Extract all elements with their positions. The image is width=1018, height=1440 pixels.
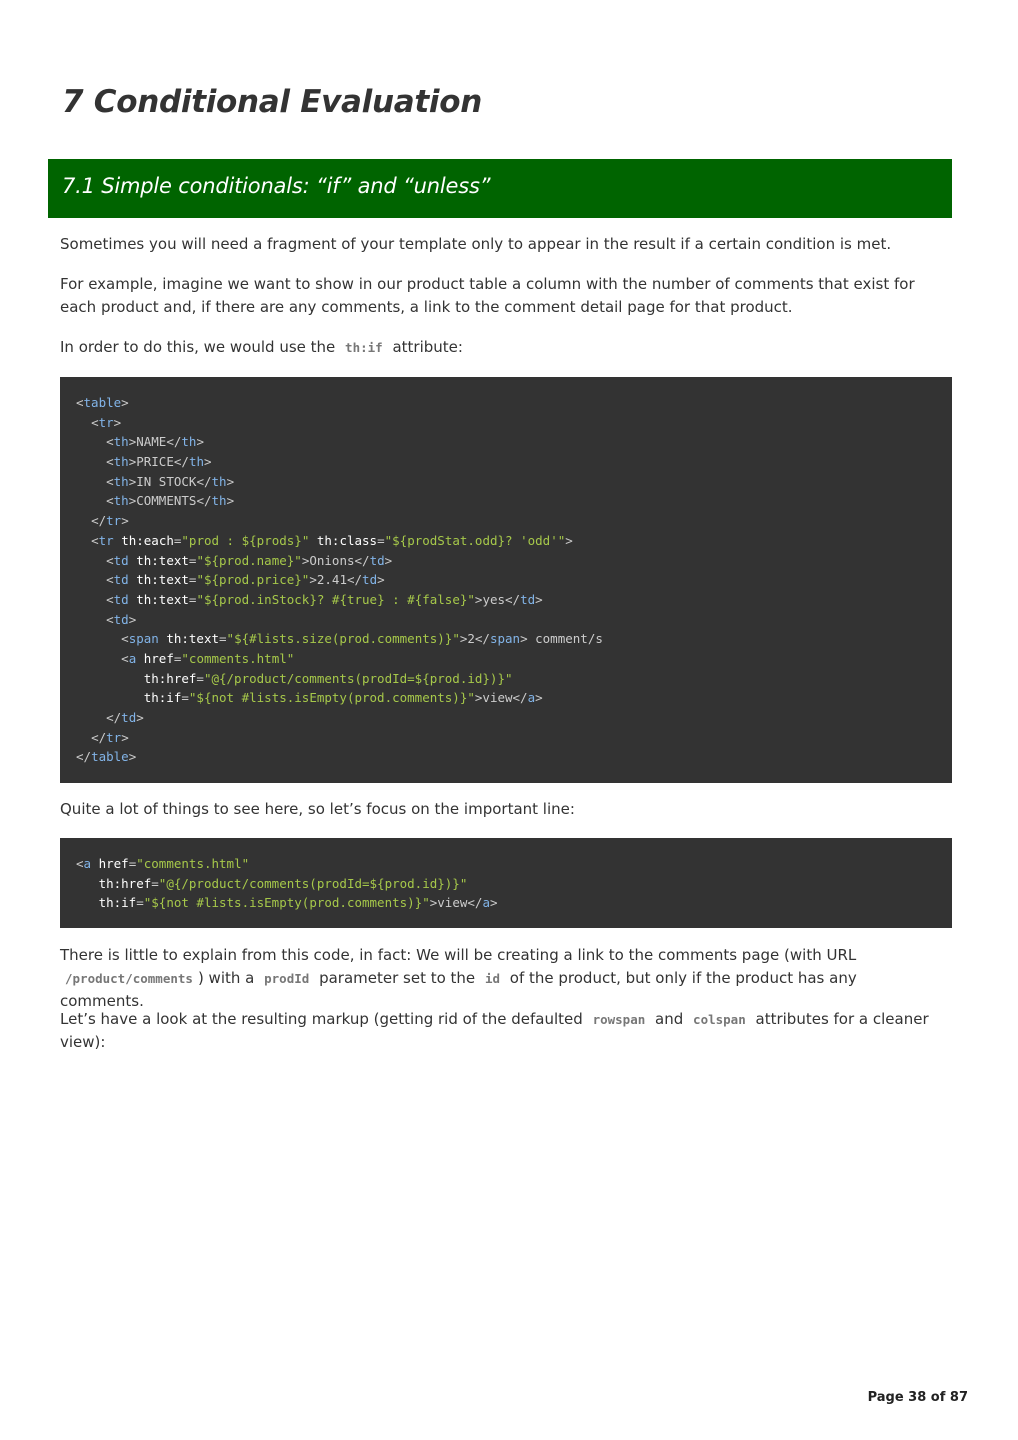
code-line (76, 610, 936, 630)
code-token (76, 895, 99, 910)
code-token: > (384, 552, 393, 568)
code-token: th (113, 493, 129, 509)
code-line (76, 649, 936, 669)
code-token: > (128, 611, 137, 627)
code-token: = (136, 895, 144, 911)
code-token: < (76, 856, 84, 871)
code-token: = (128, 856, 137, 871)
code-token: table (91, 749, 129, 765)
code-token: > (535, 690, 543, 706)
inline-code: prodId (264, 971, 310, 986)
code-line (76, 747, 936, 767)
code-token (76, 592, 106, 607)
paragraph-th-if (60, 336, 940, 359)
code-token: 2 (467, 631, 475, 647)
paragraph-text: Let’s have a look at the resulting markup (getting rid of the defaulted (60, 1010, 583, 1028)
code-token (76, 730, 91, 745)
code-token: a (482, 895, 490, 911)
code-token: = (173, 650, 182, 666)
code-token: th:href (98, 875, 152, 891)
code-token: = (173, 532, 182, 548)
code-token (76, 612, 106, 627)
code-line (76, 629, 936, 649)
code-token: > (128, 434, 137, 450)
code-token: > (204, 454, 212, 470)
code-token: "@{/product/comments(prodId=${prod.id})}" (158, 875, 468, 891)
paragraph-intro: Sometimes you will need a fragment of your template only to appear in the result if a certain condition is met. (60, 235, 892, 253)
code-line (76, 413, 936, 433)
code-token: NAME (136, 434, 167, 450)
paragraph-text: and (655, 1010, 684, 1028)
code-token: </ (474, 631, 490, 647)
code-line (76, 551, 936, 571)
code-token: tr (106, 513, 122, 529)
paragraph-text: attributes for a cleaner view): (60, 1010, 929, 1051)
code-token: > (121, 729, 129, 745)
code-line (76, 432, 936, 452)
code-token: td (113, 611, 129, 627)
code-token: < (106, 454, 114, 470)
code-token: th:if (143, 690, 182, 706)
code-line (76, 511, 936, 531)
code-token: > (459, 631, 468, 647)
code-line (76, 688, 936, 708)
code-token: th (113, 473, 129, 489)
code-token: </ (354, 552, 370, 568)
code-token (76, 454, 106, 469)
code-token: th:if (98, 895, 137, 911)
code-token: th (113, 454, 129, 470)
paragraph-text: There is little to explain from this code, in fact: We will be creating a link to the comments page (with URL (60, 946, 857, 964)
code-token: table (83, 395, 122, 410)
code-token: Onions (309, 552, 355, 568)
code-token (76, 651, 121, 666)
code-token: th:text (136, 591, 189, 607)
code-token (76, 710, 106, 725)
code-token: > (113, 414, 122, 430)
code-token: </ (467, 895, 483, 911)
code-token: td (369, 552, 385, 568)
code-token: COMMENTS (136, 493, 197, 509)
code-token: </ (76, 749, 92, 765)
code-token (91, 856, 99, 871)
code-token: < (76, 395, 84, 410)
code-token: "comments.html" (136, 856, 250, 871)
code-token: </ (346, 572, 363, 588)
code-token (76, 415, 91, 430)
paragraph-explanation (60, 944, 940, 1013)
code-token: th (211, 493, 227, 509)
code-token: > (565, 532, 573, 548)
code-token: = (181, 690, 189, 706)
code-token: > (128, 749, 137, 765)
inline-code: th:if (345, 340, 383, 355)
code-token: th (188, 454, 204, 470)
code-token (76, 553, 106, 568)
code-token: th (113, 434, 129, 450)
code-token: = (219, 631, 227, 647)
code-token: td (113, 572, 129, 588)
code-token (76, 631, 121, 646)
code-block-link (60, 838, 952, 928)
code-line (76, 452, 936, 472)
code-token: th (181, 434, 197, 450)
code-token: < (106, 493, 114, 509)
code-token: </ (106, 710, 122, 725)
code-token (76, 690, 144, 705)
code-token: span (128, 631, 159, 647)
code-token: < (106, 591, 114, 607)
page-number: Page 38 of 87 (867, 1390, 968, 1405)
code-token: < (106, 552, 114, 568)
paragraph-text: attribute: (387, 338, 463, 356)
code-token: th:text (136, 572, 189, 588)
code-block-table (60, 377, 952, 783)
code-line (76, 728, 936, 748)
paragraph-text: parameter set to the (319, 969, 476, 987)
code-token: 2.41 (316, 572, 347, 588)
code-token: th:text (136, 552, 189, 568)
code-line (76, 393, 936, 413)
code-token: a (527, 690, 536, 706)
code-line (76, 491, 936, 511)
code-token: > (520, 631, 528, 647)
code-token: </ (505, 591, 521, 607)
code-token: > (429, 895, 438, 911)
code-token: > (535, 591, 543, 607)
code-token: view (482, 690, 513, 706)
code-token: view (437, 895, 468, 911)
paragraph-text: of the product, but only if the product has any comments. (60, 969, 857, 1010)
code-token: > (226, 473, 235, 489)
code-token: < (121, 650, 129, 666)
code-token: < (106, 434, 114, 450)
code-token (309, 533, 317, 548)
code-line (76, 854, 936, 874)
code-token: > (121, 513, 129, 529)
code-token: = (188, 591, 197, 607)
code-token: td (362, 572, 378, 588)
paragraph-text: ) with a (197, 969, 255, 987)
inline-code: rowspan (592, 1012, 646, 1027)
code-token (76, 434, 106, 449)
code-token: < (121, 631, 129, 647)
code-token: "${not #lists.isEmpty(prod.comments)}" (188, 690, 475, 706)
code-token: < (106, 611, 114, 627)
code-token: > (128, 493, 137, 509)
code-token (76, 513, 91, 528)
code-token: = (377, 532, 385, 548)
inline-code: colspan (693, 1012, 746, 1027)
code-token: < (106, 572, 114, 588)
code-token: > (309, 572, 317, 588)
code-token: yes (482, 591, 506, 607)
code-token: href (143, 650, 174, 666)
code-token: > (377, 572, 385, 588)
code-token: > (301, 552, 310, 568)
code-token: th:class (316, 532, 378, 548)
section-banner (48, 159, 952, 218)
code-token: tr (98, 532, 114, 548)
code-token: th:href (143, 670, 197, 686)
code-token (136, 651, 144, 666)
code-token: td (121, 710, 137, 725)
paragraph-focus: Quite a lot of things to see here, so let’s focus on the important line: (60, 800, 575, 818)
code-token: td (520, 591, 536, 607)
code-token: </ (196, 493, 212, 509)
code-token: "comments.html" (181, 650, 295, 666)
code-token (76, 572, 106, 587)
paragraph-example: For example, imagine we want to show in our product table a column with the number of comments that exist for each product and, if there are any comments, a link to the comment detail page for that product. (60, 275, 915, 316)
code-token: href (98, 856, 129, 871)
code-token: > (474, 591, 483, 607)
code-token: > (226, 493, 235, 509)
code-token: = (196, 670, 204, 686)
code-line (76, 590, 936, 610)
code-token: = (188, 572, 197, 588)
code-token: a (128, 650, 137, 666)
code-token (76, 671, 144, 686)
code-token (76, 493, 106, 508)
chapter-title: 7 Conditional Evaluation (62, 84, 482, 120)
code-token: PRICE (136, 454, 174, 470)
code-token: IN STOCK (136, 473, 197, 489)
code-token: td (113, 552, 129, 568)
paragraph-text: In order to do this, we would use the (60, 338, 341, 356)
code-token: </ (173, 454, 189, 470)
code-token: tr (106, 729, 122, 745)
code-token: > (128, 454, 137, 470)
code-token: < (106, 473, 114, 489)
code-token: </ (512, 690, 528, 706)
code-token: "prod : ${prods}" (181, 532, 310, 548)
code-line (76, 570, 936, 590)
code-line (76, 874, 936, 894)
code-token: > (136, 710, 144, 725)
code-token: th:text (166, 631, 220, 647)
code-token: "@{/product/comments(prodId=${prod.id})}" (203, 670, 513, 686)
code-token: < (91, 414, 99, 430)
code-token: > (474, 690, 483, 706)
code-token: > (196, 434, 204, 450)
code-token (76, 533, 91, 548)
code-token: comment/s (527, 631, 603, 647)
code-line (76, 472, 936, 492)
code-token: "${prodStat.odd}? 'odd'" (384, 532, 566, 548)
code-token: </ (91, 729, 107, 745)
code-token: </ (196, 473, 212, 489)
section-title: 7.1 Simple conditionals: “if” and “unless” (62, 174, 491, 198)
code-token (76, 876, 99, 891)
code-line (76, 708, 936, 728)
code-token: </ (91, 513, 107, 529)
code-token: </ (166, 434, 182, 450)
code-token: th:each (121, 532, 174, 548)
paragraph-resulting-markup (60, 1008, 940, 1054)
code-token: "${prod.price}" (196, 572, 310, 588)
code-token (76, 474, 106, 489)
code-token: a (83, 856, 92, 871)
code-token: th (211, 473, 227, 489)
code-token: tr (98, 414, 114, 430)
inline-code: /product/comments (65, 971, 193, 986)
code-line (76, 531, 936, 551)
code-token: span (489, 631, 521, 647)
code-token: > (489, 895, 498, 911)
code-token: "${#lists.size(prod.comments)}" (226, 631, 460, 647)
code-token: = (188, 552, 197, 568)
code-token: "${prod.name}" (196, 552, 302, 568)
code-token: > (128, 473, 137, 489)
code-token: td (113, 591, 129, 607)
code-token: > (121, 395, 129, 410)
inline-code: id (484, 971, 500, 986)
code-line (76, 893, 936, 913)
code-token: = (151, 875, 159, 891)
code-token: "${prod.inStock}? #{true} : #{false}" (196, 591, 475, 607)
code-token: "${not #lists.isEmpty(prod.comments)}" (143, 895, 430, 911)
code-token: < (91, 532, 99, 548)
code-line (76, 669, 936, 689)
